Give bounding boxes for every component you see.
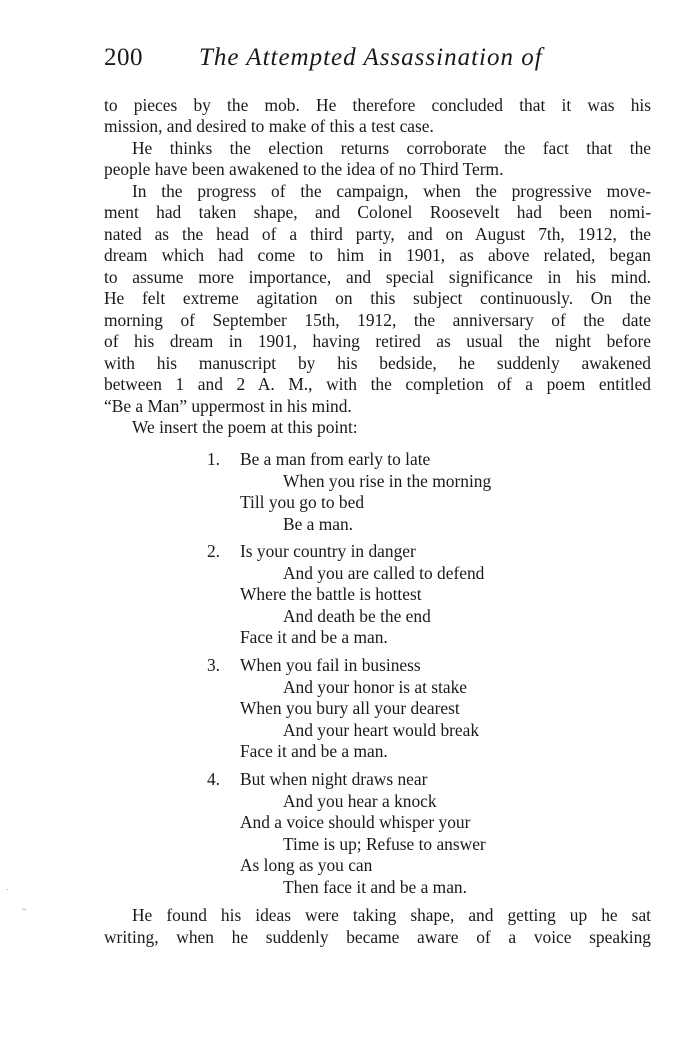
poem-line: And death be the end — [283, 606, 431, 626]
poem-line: As long as you can — [240, 855, 373, 875]
stanza-number: 1. — [206, 449, 220, 469]
text-line: He felt extreme agitation on this subject continuously. On the — [104, 288, 651, 308]
text-line: to assume more importance, and special significance in his mind. — [104, 267, 651, 287]
scan-speck: ~ — [22, 906, 26, 914]
text-line: He thinks the election returns corroborate the fact that the — [132, 138, 651, 158]
poem-line: And you are called to defend — [283, 563, 485, 583]
poem-line: And your heart would break — [283, 720, 480, 740]
text-line: writing, when he suddenly became aware of a voice speaking — [104, 927, 651, 947]
poem-line: Face it and be a man. — [240, 627, 388, 647]
stanza-number: 2. — [206, 541, 220, 561]
text-line: to pieces by the mob. He therefore concluded that it was his — [104, 95, 651, 115]
text-line: “Be a Man” uppermost in his mind. — [104, 396, 352, 416]
page-header — [104, 44, 659, 78]
text-line: morning of September 15th, 1912, the anniversary of the date — [104, 310, 651, 330]
poem-line: Then face it and be a man. — [283, 877, 467, 897]
poem-line: When you rise in the morning — [283, 471, 492, 491]
poem-line: Time is up; Refuse to answer — [283, 834, 486, 854]
running-title: The Attempted Assassination of — [199, 44, 543, 71]
text-line: We insert the poem at this point: — [132, 417, 358, 437]
poem-line: And a voice should whisper your — [240, 812, 471, 832]
poem-line: Till you go to bed — [240, 492, 365, 512]
stanza-number: 3. — [206, 655, 220, 675]
poem-line: Be a man from early to late — [240, 449, 431, 469]
text-line: between 1 and 2 A. M., with the completion of a poem entitled — [104, 374, 651, 394]
text-line: with his manuscript by his bedside, he suddenly awakened — [104, 353, 651, 373]
poem-line: When you bury all your dearest — [240, 698, 460, 718]
poem-line: When you fail in business — [240, 655, 421, 675]
scan-speck: · — [6, 886, 9, 894]
text-line: In the progress of the campaign, when the progressive move- — [132, 181, 651, 201]
page-number: 200 — [104, 44, 143, 71]
poem-line: Be a man. — [283, 514, 354, 534]
text-line: dream which had come to him in 1901, as above related, began — [104, 245, 651, 265]
text-line: people have been awakened to the idea of no Third Term. — [104, 159, 504, 179]
poem-line: Is your country in danger — [240, 541, 416, 561]
poem-line: And your honor is at stake — [283, 677, 468, 697]
poem-line: And you hear a knock — [283, 791, 437, 811]
poem-line: Face it and be a man. — [240, 741, 388, 761]
text-line: He found his ideas were taking shape, and getting up he sat — [132, 905, 651, 925]
text-line: of his dream in 1901, having retired as usual the night before — [104, 331, 651, 351]
stanza-number: 4. — [206, 769, 220, 789]
poem-line: Where the battle is hottest — [240, 584, 422, 604]
poem-line: But when night draws near — [240, 769, 428, 789]
text-line: nated as the head of a third party, and on August 7th, 1912, the — [104, 224, 651, 244]
text-line: mission, and desired to make of this a test case. — [104, 116, 434, 136]
text-line: ment had taken shape, and Colonel Roosevelt had been nomi- — [104, 202, 651, 222]
